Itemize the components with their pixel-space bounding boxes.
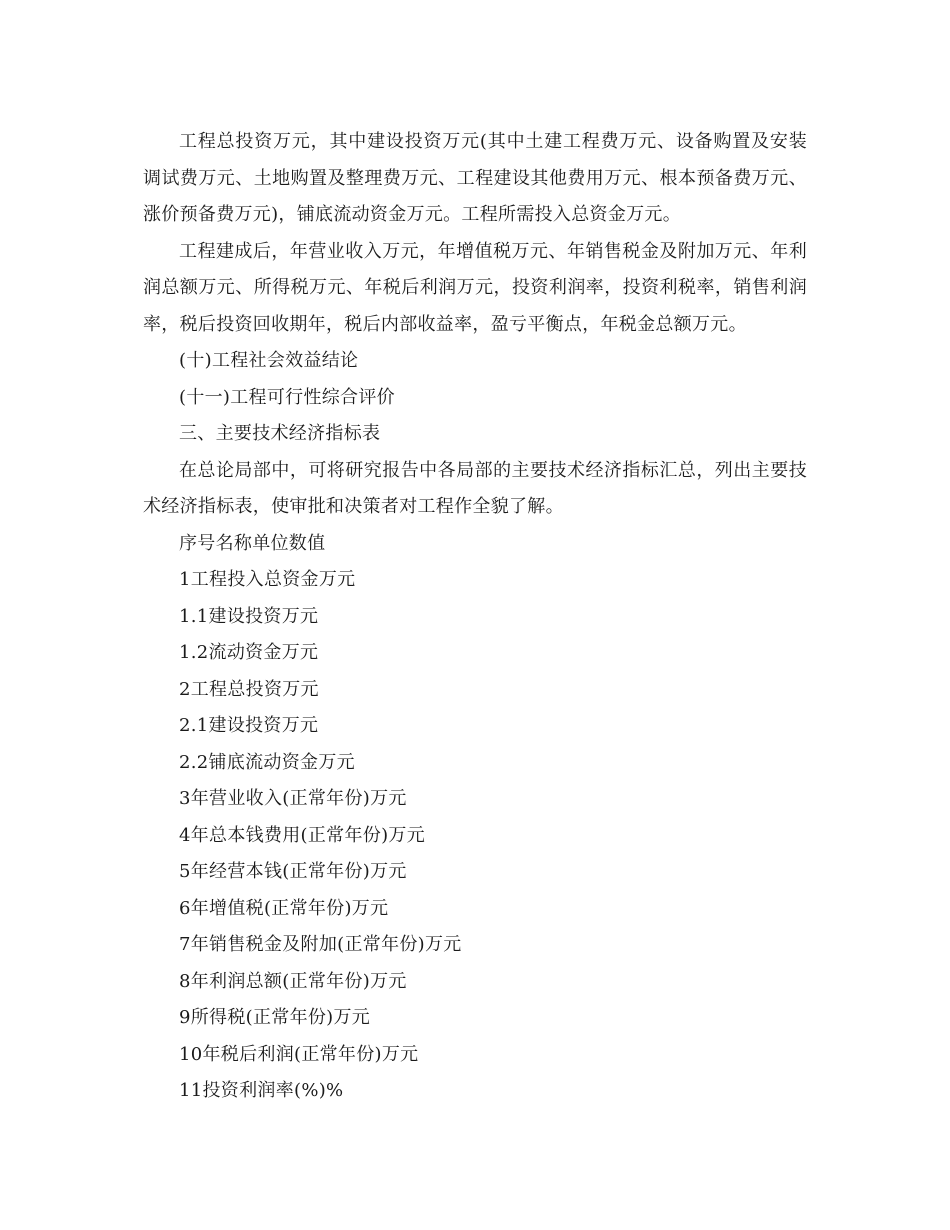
table-row: 5年经营本钱(正常年份)万元	[179, 861, 407, 882]
section-heading-indicators: 三、主要技术经济指标表	[179, 423, 381, 444]
table-row: 3年营业收入(正常年份)万元	[179, 788, 407, 809]
paragraph-revenue: 工程建成后，年营业收入万元，年增值税万元、年销售税金及附加万元、年利润总额万元、所得税万元、年税后利润万元，投资利润率，投资利税率，销售利润率，税后投资回收期年，税后内部收益率，盈亏平衡点，年税金总额万元。	[143, 240, 807, 335]
table-row: 2工程总投资万元	[179, 678, 319, 700]
paragraph-investment: 工程总投资万元，其中建设投资万元(其中土建工程费万元、设备购置及安装调试费万元、土地购置及整理费万元、工程建设其他费用万元、根本预备费万元、涨价预备费万元)，铺底流动资金万元。工程所需投入总资金万元。	[143, 131, 807, 225]
paragraph-intro: 在总论局部中，可将研究报告中各局部的主要技术经济指标汇总，列出主要技术经济指标表，使审批和决策者对工程作全貌了解。	[143, 459, 807, 517]
table-row: 2.2铺底流动资金万元	[179, 751, 355, 773]
table-row: 9所得税(正常年份)万元	[179, 1007, 371, 1028]
section-heading-social-benefit: (十)工程社会效益结论	[179, 350, 359, 371]
table-row: 6年增值税(正常年份)万元	[179, 897, 389, 919]
table-header: 序号名称单位数值	[179, 532, 326, 554]
table-row: 1.2流动资金万元	[179, 642, 319, 663]
table-row: 11投资利润率(%)%	[179, 1080, 344, 1101]
table-row: 10年税后利润(正常年份)万元	[179, 1043, 419, 1065]
table-row: 1.1建设投资万元	[179, 605, 319, 627]
table-row: 2.1建设投资万元	[179, 715, 319, 736]
table-row: 4年总本钱费用(正常年份)万元	[179, 824, 425, 846]
table-row: 8年利润总额(正常年份)万元	[179, 970, 407, 992]
section-heading-feasibility: (十一)工程可行性综合评价	[179, 386, 395, 408]
table-row: 7年销售税金及附加(正常年份)万元	[179, 934, 462, 955]
table-row: 1工程投入总资金万元	[179, 569, 356, 590]
document-body	[143, 124, 807, 1110]
